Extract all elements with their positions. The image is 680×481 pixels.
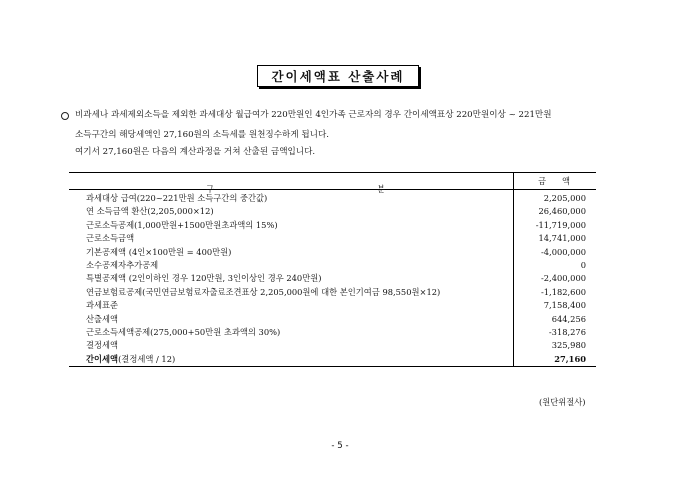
row-label: 연금보험료공제(국민연금보험료자출료조견표상 2,205,000원에 대한 본인기여금 98,550원×12) — [69, 286, 514, 299]
row-amount: 0 — [580, 260, 586, 271]
final-sub-label: (결정세액 / 12) — [118, 353, 176, 364]
row-amount: -318,276 — [548, 327, 586, 338]
row-amount: 2,205,000 — [543, 193, 586, 203]
table-row — [69, 313, 596, 326]
row-amount: -1,182,600 — [540, 286, 586, 297]
calculation-table — [69, 172, 596, 367]
bullet-circle-icon — [61, 112, 69, 120]
table-row — [69, 259, 596, 272]
header-category — [69, 173, 514, 194]
header-amount: 금액 — [514, 173, 597, 190]
row-label: 근로소득공제(1,000만원+1500만원초과액의 15%) — [69, 219, 514, 232]
intro-line-1: 비과세나 과세제외소득을 제외한 과세대상 월급여가 220만원인 4인가족 근로자의 경우 간이세액표상 220만원이상 ~ 221만원 — [75, 110, 552, 120]
table-row — [69, 205, 596, 218]
row-label: 근로소득금액 — [69, 232, 514, 245]
intro-line-3: 여기서 27,160원은 다음의 계산과정을 거쳐 산출된 금액입니다. — [75, 147, 316, 157]
final-label-cell — [69, 353, 514, 367]
table-row — [69, 219, 596, 232]
row-label: 과세표준 — [69, 299, 514, 312]
row-amount: 7,158,400 — [543, 300, 586, 311]
table-row — [69, 190, 596, 206]
row-label: 연 소득금액 환산(2,205,000×12) — [69, 205, 514, 218]
table-row — [69, 339, 596, 352]
row-amount: 644,256 — [551, 313, 586, 324]
row-label: 산출세액 — [69, 313, 514, 326]
row-label: 기본공제액 (4인×100만원 = 400만원) — [69, 246, 514, 259]
table-row — [69, 299, 596, 312]
page-number: - 5 - — [331, 441, 349, 451]
table-row-final — [69, 353, 596, 367]
row-amount: -11,719,000 — [535, 219, 586, 230]
table-body — [69, 190, 596, 353]
table-row — [69, 286, 596, 299]
row-amount: 325,980 — [551, 340, 586, 351]
header-category-left: 구 — [206, 184, 215, 194]
row-label: 소수공제자추가공제 — [69, 259, 514, 272]
table-row — [69, 326, 596, 339]
table-header-row — [69, 173, 596, 190]
unit-note: (원단위절사) — [539, 397, 586, 407]
row-amount: -4,000,000 — [540, 246, 586, 257]
row-label: 특별공제액 (2인이하인 경우 120만원, 3인이상인 경우 240만원) — [69, 272, 514, 285]
row-label: 결정세액 — [69, 339, 514, 352]
final-label: 간이세액 — [86, 353, 119, 364]
table-row — [69, 232, 596, 245]
final-amount: 27,160 — [514, 353, 597, 367]
row-label: 과세대상 급여(220~221만원 소득구간의 중간값) — [69, 190, 514, 206]
page-title-text: 간이세액표 산출사례 — [271, 69, 405, 84]
row-amount: 26,460,000 — [538, 206, 586, 217]
intro-line-2: 소득구간의 해당세액인 27,160원의 소득세를 원천징수하게 됩니다. — [75, 130, 330, 140]
row-amount: 14,741,000 — [538, 233, 586, 244]
page-title — [257, 65, 419, 87]
header-category-right: 분 — [377, 184, 386, 194]
row-amount: -2,400,000 — [540, 273, 586, 284]
table-row — [69, 272, 596, 285]
table-row — [69, 246, 596, 259]
row-label: 근로소득세액공제(275,000+50만원 초과액의 30%) — [69, 326, 514, 339]
